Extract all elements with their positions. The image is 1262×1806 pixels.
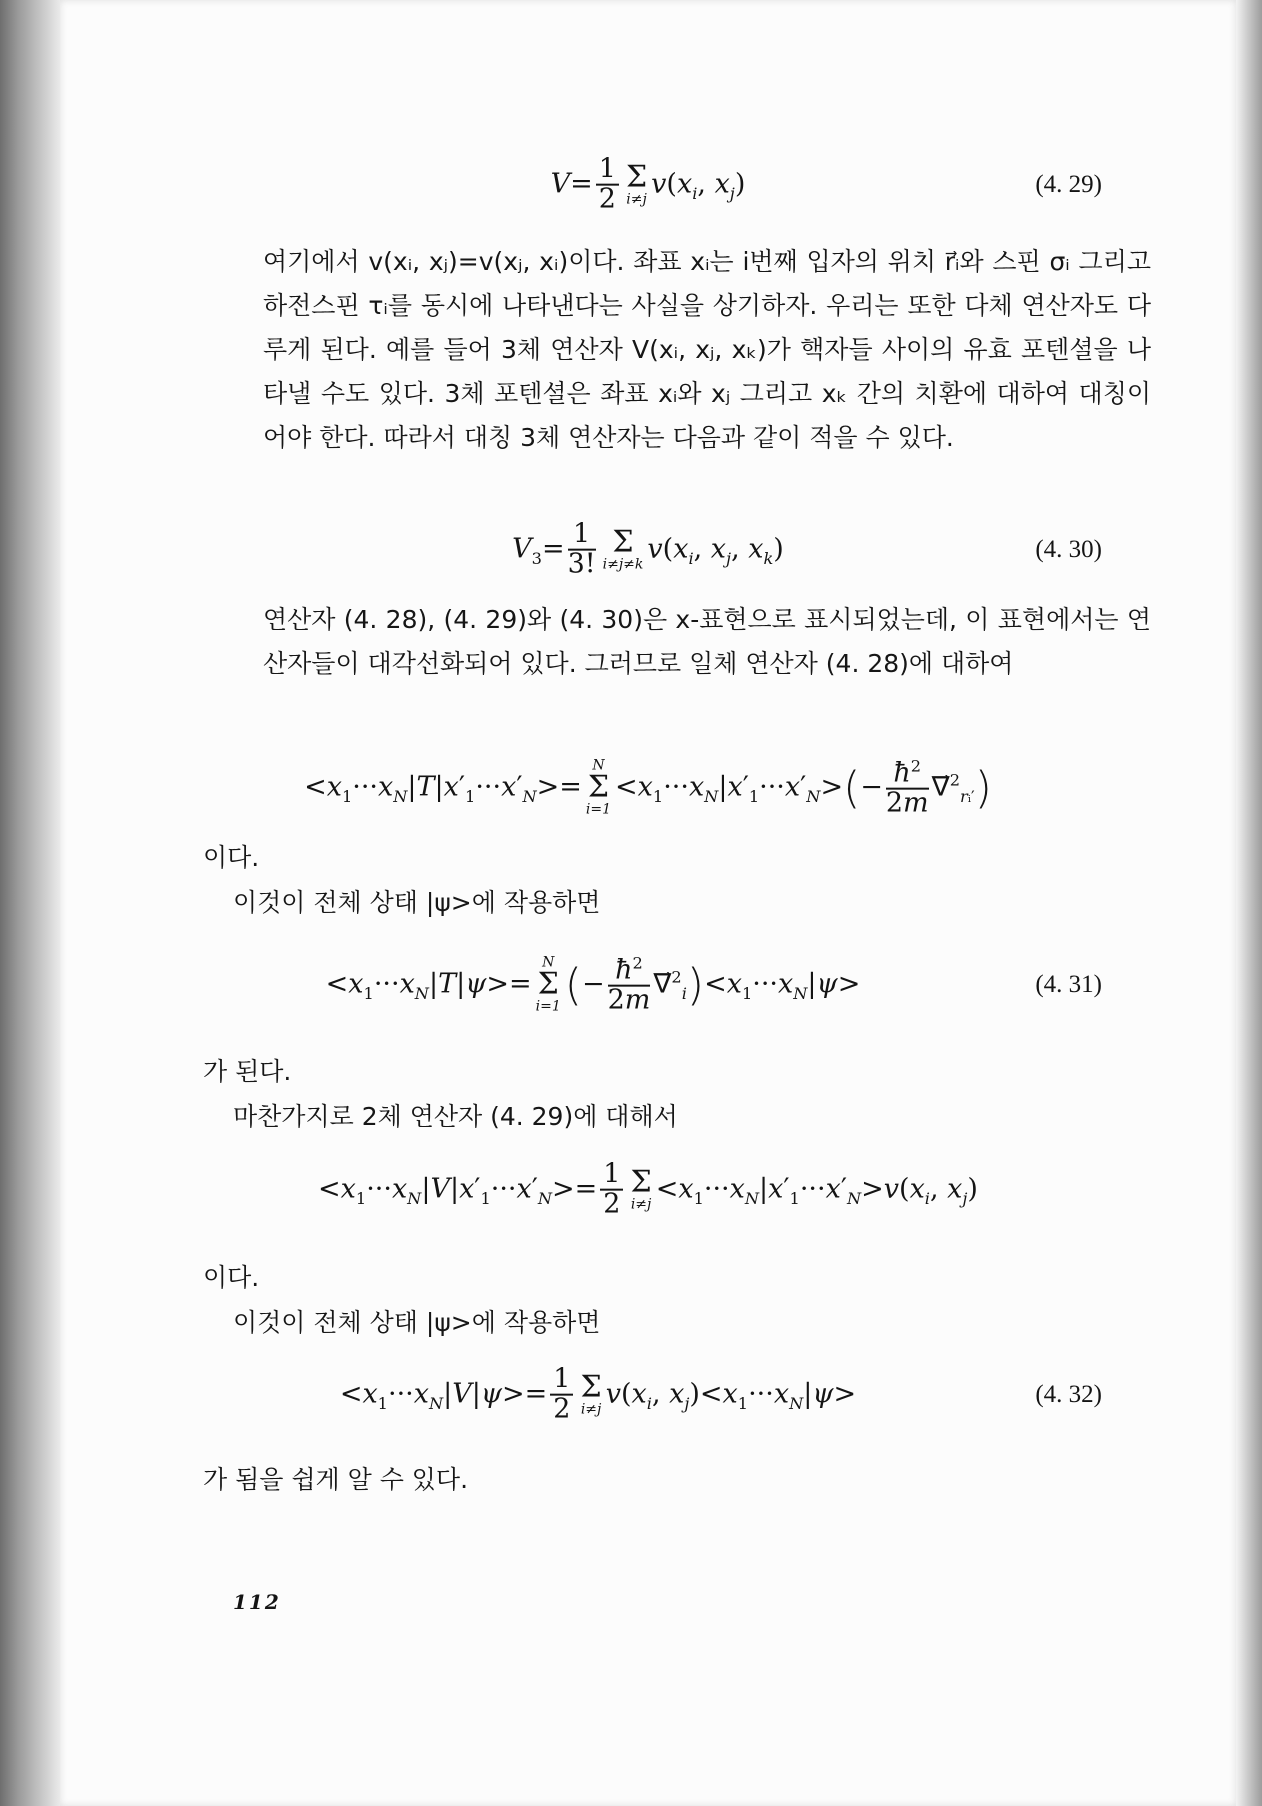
text-line-7: 가 됨을 쉽게 알 수 있다. [203,1465,469,1494]
equation-v-matrix-element [60,1140,1236,1240]
text-line-6: 이것이 전체 상태 |ψ>에 작용하면 [233,1308,601,1337]
book-edge-left [0,0,60,1806]
equation-number: (4. 29) [1035,171,1102,198]
equation-4-30 [60,500,1236,600]
equation-number: (4. 31) [1035,971,1102,998]
text-line-5: 이다. [203,1263,260,1292]
text-line-4: 마찬가지로 2체 연산자 (4. 29)에 대해서 [233,1102,678,1131]
equation-number: (4. 30) [1035,536,1102,563]
paragraph-2: 연산자 (4. 28), (4. 29)와 (4. 30)은 x-표현으로 표시되었는데, 이 표현에서는 연산자들이 대각선화되어 있다. 그러므로 일체 연산자 (4. 28)에 대하여 [263,605,1151,678]
equation-expression: $<x_1\cdot\cdot\cdot x_N|T|x'_1\cdot\cdot\cdot x'_N>=$ N Σ i=1 $<x_1\cdot\cdot\cdot x_N|x'_1\cdot\cdot\cdot x'_N>(-$ $\frac{ħ^2}{2m}$ ∇⃗$^2_{rᵢ'}$) [304,756,992,819]
equation-4-31 [60,935,1236,1035]
equation-expression: $V_3=$ $\frac{1}{3!}$ Σ i≠j≠k $v(x_i$, $x_j$, $x_k$) [512,518,784,580]
text-line-3: 가 된다. [203,1057,292,1086]
book-page [60,0,1236,1806]
equation-number: (4. 32) [1035,1381,1102,1408]
equation-4-29 [60,135,1236,235]
equation-expression: $<x_1\cdot\cdot\cdot x_N|V|\psi>=$ $\frac{1}{2}$ Σ i≠j $v(x_i$, $x_j)<x_1\cdot\cdot\cdot x_N|\psi>$ [339,1363,857,1425]
text-line-2: 이것이 전체 상태 |ψ>에 작용하면 [233,888,601,917]
equation-t-matrix-element [60,738,1236,838]
text-line-1: 이다. [203,843,260,872]
equation-4-32 [60,1345,1236,1445]
equation-expression: $<x_1\cdot\cdot\cdot x_N|V|x'_1\cdot\cdot\cdot x'_N>=$ $\frac{1}{2}$ Σ i≠j $<x_1\cdot\cdot\cdot x_N|x'_1\cdot\cdot\cdot x'_N>v(x_i$, $x_j$) [318,1158,978,1220]
page-number: 112 [233,1590,281,1614]
book-edge-right [1236,0,1262,1806]
equation-expression: V= $\frac{1}{2}$ Σ i≠j $v(x_i$, $x_j$) [550,153,746,215]
equation-expression: $<x_1\cdot\cdot\cdot x_N|T|\psi>=$ N Σ i=1 (− $\frac{ħ^2}{2m}$ $\nabla⃗^2_i)<x_1\cdot\cdot\cdot x_N|\psi>$ [325,953,861,1016]
paragraph-1: 여기에서 v(xᵢ, xⱼ)=v(xⱼ, xᵢ)이다. 좌표 xᵢ는 i번째 입자의 위치 r⃗ᵢ와 스핀 σᵢ 그리고 하전스핀 τᵢ를 동시에 나타낸다는 사실을 상기하자. 우리는 또한 다체 연산자도 다루게 된다. 예를 들어 3체 연산자 V(xᵢ, xⱼ, xₖ)가 핵자들 사이의 유효 포텐셜을 나타낼 수도 있다. 3체 포텐셜은 좌표 xᵢ와 xⱼ 그리고 xₖ 간의 치환에 대하여 대칭이어야 한다. 따라서 대칭 3체 연산자는 다음과 같이 적을 수 있다. [263,247,1151,452]
